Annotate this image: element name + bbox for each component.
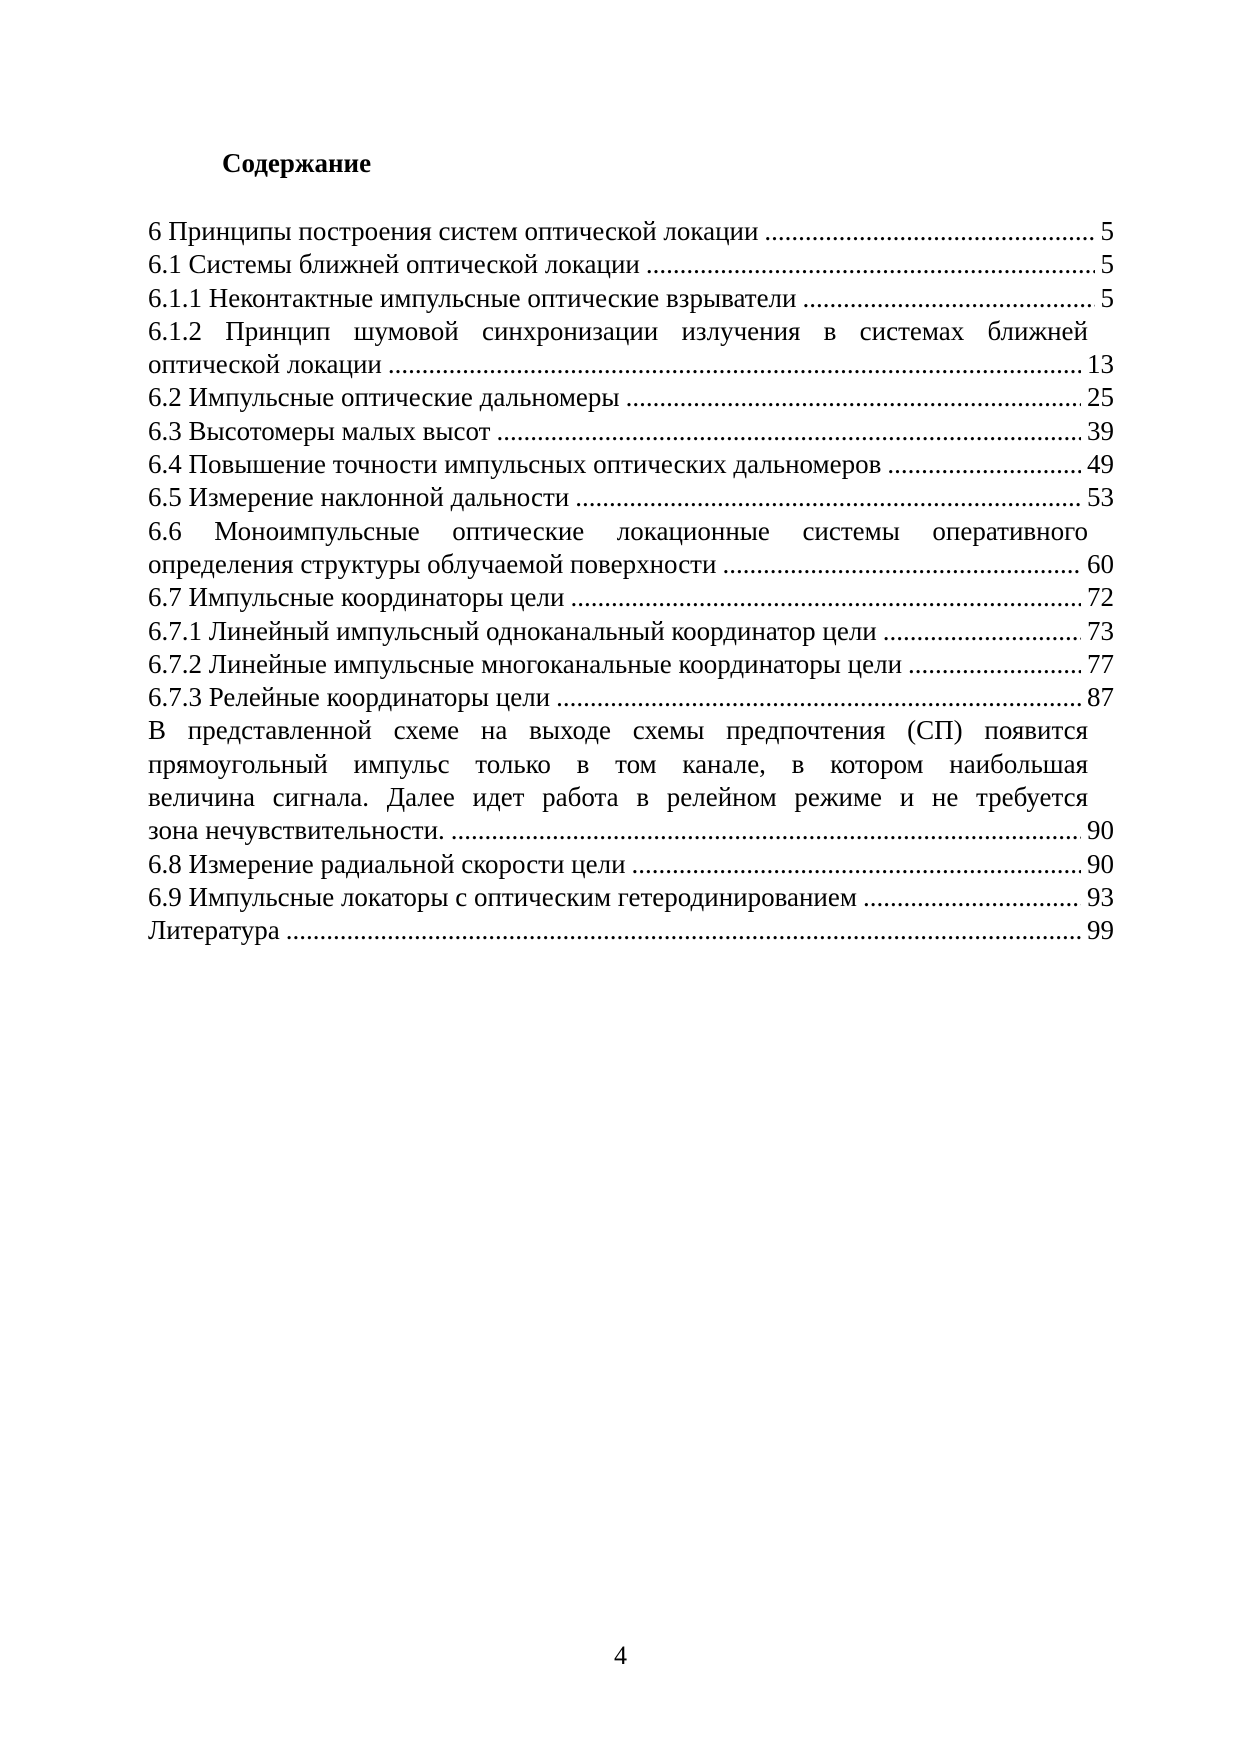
dot-leader	[556, 681, 1081, 714]
page-title: Содержание	[222, 148, 372, 178]
toc-entry-row	[148, 348, 1114, 381]
toc-entry-row	[148, 548, 1114, 581]
toc-entry-row	[148, 914, 1114, 947]
toc-entry-title: определения структуры облучаемой поверхности	[148, 548, 717, 579]
toc-entry-title: Литература	[148, 915, 280, 946]
toc-entry[interactable]	[148, 215, 1114, 248]
toc-entry-title: зона нечувствительности.	[148, 815, 445, 846]
toc-entry-row	[148, 648, 1114, 681]
toc-entry-title: 6.1 Системы ближней оптической локации	[148, 249, 640, 280]
dot-leader	[286, 914, 1081, 947]
toc-entry-page: 90	[1087, 848, 1114, 879]
dot-leader	[863, 881, 1081, 914]
toc-entry-page: 49	[1087, 449, 1114, 480]
toc-entry-title: 6.4 Повышение точности импульсных оптических дальномеров	[148, 449, 882, 480]
toc-entry-title: 6.2 Импульсные оптические дальномеры	[148, 382, 620, 413]
toc-entry-page: 99	[1087, 915, 1114, 946]
toc-entry-row	[148, 448, 1114, 481]
page-number: 4	[614, 1641, 627, 1670]
toc-entry-line: 6.6 Моноимпульсные оптические локационные системы оперативного	[148, 515, 1088, 546]
dot-leader	[646, 248, 1095, 281]
toc-entry[interactable]	[148, 914, 1114, 947]
toc-entry-row	[148, 215, 1114, 248]
toc-entry[interactable]	[148, 681, 1114, 714]
toc-entry-title: 6.7.2 Линейные импульсные многоканальные координаторы цели	[148, 648, 903, 679]
toc-entry-page: 5	[1100, 282, 1114, 313]
toc-entry[interactable]	[148, 848, 1114, 881]
toc-entry-title: 6.8 Измерение радиальной скорости цели	[148, 848, 626, 879]
toc-entry[interactable]	[148, 248, 1114, 281]
toc-entry-line: В представленной схеме на выходе схемы предпочтения (СП) появится	[148, 715, 1088, 746]
toc-entry-row	[148, 848, 1114, 881]
toc-entry-row	[148, 248, 1114, 281]
dot-leader	[451, 814, 1081, 847]
toc-entry-page: 77	[1087, 648, 1114, 679]
toc-entry-title: 6.7 Импульсные координаторы цели	[148, 582, 565, 613]
toc-entry-title: 6.1.1 Неконтактные импульсные оптические взрыватели	[148, 282, 797, 313]
toc-entry-page: 13	[1087, 349, 1114, 380]
toc-entry-title: 6.9 Импульсные локаторы с оптическим гетеродинированием	[148, 881, 857, 912]
toc-entry-title: 6.7.1 Линейный импульсный одноканальный координатор цели	[148, 615, 877, 646]
toc-entry-row	[148, 615, 1114, 648]
toc-entry[interactable]	[148, 282, 1114, 315]
toc-entry-row	[148, 481, 1114, 514]
toc-entry-title: 6.7.3 Релейные координаторы цели	[148, 682, 551, 713]
toc-entry-page: 5	[1100, 216, 1114, 246]
dot-leader	[626, 381, 1081, 414]
toc-entry-title: 6 Принципы построения систем оптической локации	[148, 216, 759, 246]
dot-leader	[575, 481, 1081, 514]
toc-entry-row	[148, 282, 1114, 315]
toc-entry-page: 87	[1087, 682, 1114, 713]
toc-entry[interactable]	[148, 481, 1114, 514]
toc-entry-title: 6.5 Измерение наклонной дальности	[148, 482, 570, 513]
toc-entry[interactable]	[148, 881, 1114, 914]
dot-leader	[802, 282, 1094, 315]
toc-entry[interactable]	[148, 581, 1114, 614]
toc-entry-page: 60	[1087, 548, 1114, 579]
dot-leader	[764, 215, 1094, 248]
dot-leader	[496, 415, 1081, 448]
dot-leader	[908, 648, 1081, 681]
toc-entry-page: 25	[1087, 382, 1114, 413]
dot-leader	[883, 615, 1081, 648]
toc-entry-page: 5	[1100, 249, 1114, 280]
toc-entry-row	[148, 415, 1114, 448]
toc-entry-page: 73	[1087, 615, 1114, 646]
toc-entry-page: 53	[1087, 482, 1114, 513]
toc-entry[interactable]	[148, 415, 1114, 448]
toc-entry-title: 6.3 Высотомеры малых высот	[148, 415, 491, 446]
toc-entry-line: 6.1.2 Принцип шумовой синхронизации излучения в системах ближней	[148, 315, 1088, 346]
dot-leader	[388, 348, 1081, 381]
toc-entry-row	[148, 381, 1114, 414]
toc-entry-page: 39	[1087, 415, 1114, 446]
toc-entry-line: прямоугольный импульс только в том канале, в котором наибольшая	[148, 748, 1088, 779]
table-of-contents	[148, 215, 1114, 948]
dot-leader	[722, 548, 1081, 581]
toc-entry-row	[148, 814, 1114, 847]
toc-entry[interactable]	[148, 714, 1114, 847]
toc-entry[interactable]	[148, 315, 1114, 382]
toc-entry[interactable]	[148, 648, 1114, 681]
toc-entry-row	[148, 881, 1114, 914]
dot-leader	[632, 848, 1081, 881]
toc-entry-page: 90	[1087, 815, 1114, 846]
toc-entry-line: величина сигнала. Далее идет работа в релейном режиме и не требуется	[148, 782, 1088, 813]
toc-entry[interactable]	[148, 615, 1114, 648]
dot-leader	[887, 448, 1081, 481]
toc-entry[interactable]	[148, 515, 1114, 582]
toc-entry-title: оптической локации	[148, 349, 382, 380]
toc-entry-page: 72	[1087, 582, 1114, 613]
toc-entry-row	[148, 681, 1114, 714]
toc-entry-page: 93	[1087, 881, 1114, 912]
dot-leader	[570, 581, 1081, 614]
toc-entry-row	[148, 581, 1114, 614]
toc-entry[interactable]	[148, 381, 1114, 414]
toc-entry[interactable]	[148, 448, 1114, 481]
